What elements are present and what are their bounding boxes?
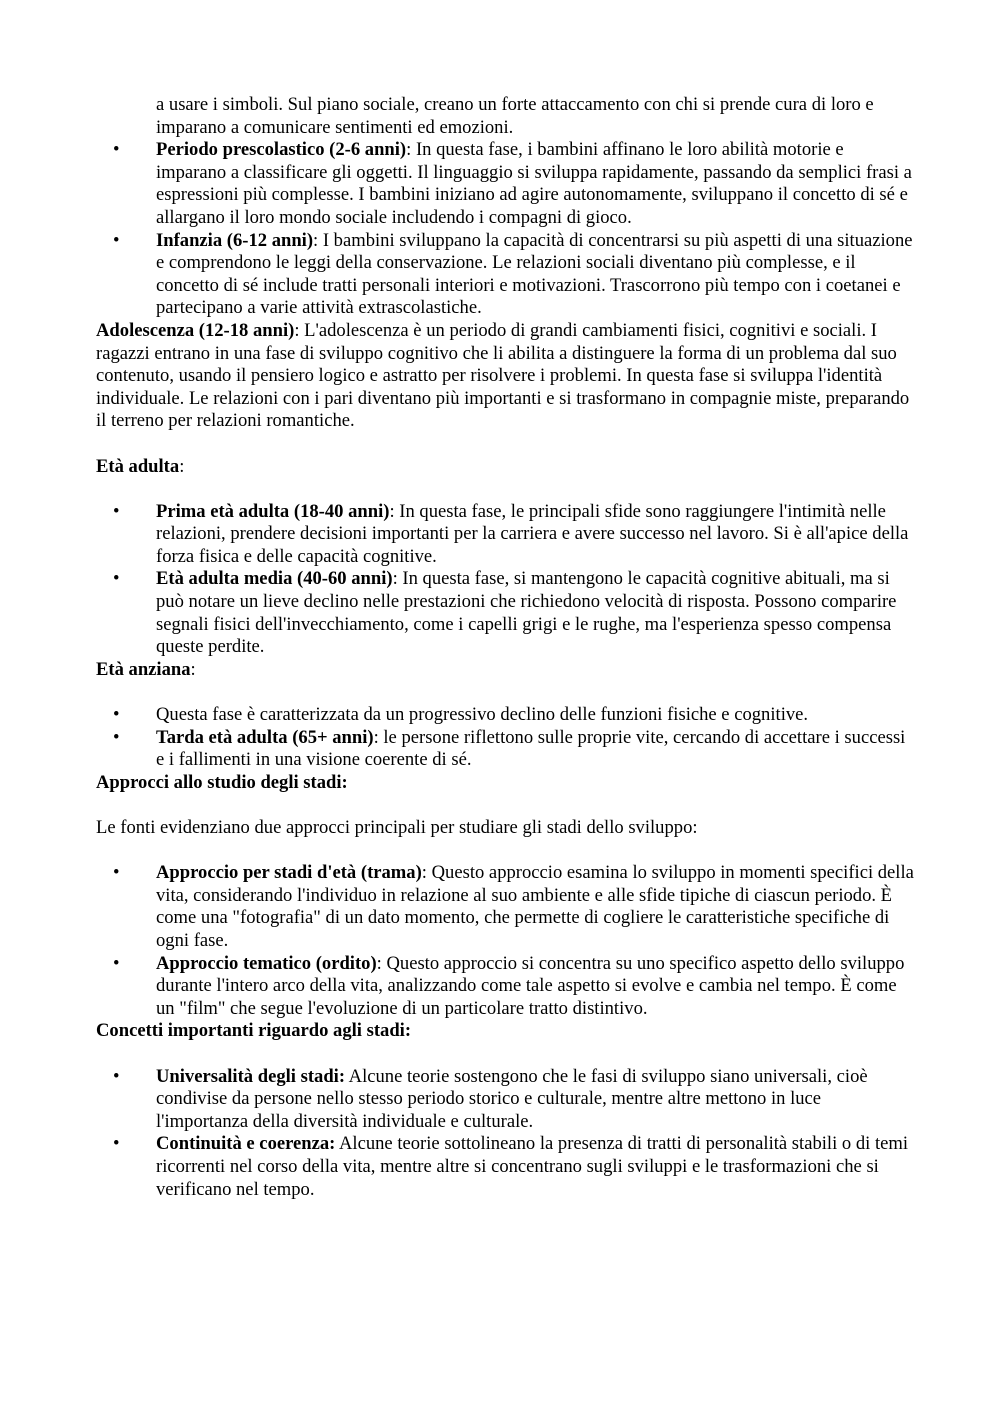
list-item [96, 953, 916, 1021]
list-item [96, 501, 916, 569]
item-text: : Questo approccio si concentra su uno specifico aspetto dello sviluppo durante l'intero arco della vita, analizzando come tale aspetto si evolve e cambia nel tempo. È come un "film" che segue l'evoluzione di un particolare tratto distintivo. [156, 952, 905, 1019]
item-text: Questa fase è caratterizzata da un progressivo declino delle funzioni fisiche e cognitive. [156, 704, 809, 726]
item-text: : In questa fase, si mantengono le capacità cognitive abituali, ma si può notare un lieve declino nelle prestazioni che richiedono velocità di risposta. Possono comparire segnali fisici dell'invecchiamento, come i capelli grigi e le rughe, ma l'esperienza spesso compensa queste perdite. [156, 568, 897, 658]
bullet-icon: • [113, 1065, 120, 1087]
bullet-icon: • [113, 568, 120, 590]
list-item [96, 862, 916, 952]
item-text: : I bambini sviluppano la capacità di concentrarsi su più aspetti di una situazione e comprendono le leggi della conservazione. Le relazioni sociali diventano più complesse, e il concetto di sé include tratti personali interiori e motivazioni. Trascorrono più tempo con i coetanei e partecipano a varie attività extrascolastiche. [156, 229, 913, 319]
bullet-icon: • [113, 500, 120, 522]
list-item [96, 139, 916, 229]
bullet-icon: • [113, 139, 120, 161]
item-term: Continuità e coerenza: [156, 1133, 336, 1155]
adolescence-term: Adolescenza (12-18 anni) [96, 319, 295, 341]
bullet-icon: • [113, 862, 120, 884]
list-item [96, 1133, 916, 1201]
item-text: Alcune teorie sostengono che le fasi di sviluppo siano universali, cioè condivise da persone nello stesso periodo storico e culturale, mentre altre mettono in luce l'importanza della diversità individuale e culturale. [156, 1065, 868, 1132]
approaches-intro: Le fonti evidenziano due approcci principali per studiare gli stadi dello sviluppo: [96, 817, 698, 838]
list-item [96, 230, 916, 320]
concepts-list [96, 1066, 916, 1202]
item-text: Alcune teorie sottolineano la presenza di tratti di personalità stabili o di temi ricorrenti nel corso della vita, mentre altre si concentrano sugli sviluppi e le trasformazioni che si verificano nel tempo. [156, 1133, 909, 1200]
adulthood-list [96, 501, 916, 659]
concepts-heading: Concetti importanti riguardo agli stadi: [96, 1020, 412, 1042]
adolescence-paragraph [96, 320, 916, 433]
list-item [96, 568, 916, 658]
list-item [96, 1066, 916, 1134]
old-age-list [96, 704, 916, 772]
item-text: : le persone riflettono sulle proprie vite, cercando di accettare i successi e i fallimenti in una visione coerente di sé. [156, 726, 906, 771]
adolescence-text: : L'adolescenza è un periodo di grandi cambiamenti fisici, cognitivi e sociali. I ragazzi entrano in una fase di sviluppo cognitivo che li abilita a distinguere la forma di un problema dal suo contenuto, usando il pensiero logico e astratto per risolvere i problemi. In questa fase si sviluppa l'identità individuale. Le relazioni con i pari diventano più importanti e si trasformano in compagnie miste, preparando il terreno per relazioni romantiche. [96, 319, 910, 432]
item-term: Approccio tematico (ordito) [156, 952, 377, 974]
childhood-list [96, 139, 916, 320]
continuation-paragraph: a usare i simboli. Sul piano sociale, creano un forte attaccamento con chi si prende cura di loro e imparano a comunicare sentimenti ed emozioni. [156, 94, 874, 138]
adulthood-heading: Età adulta: [96, 455, 185, 477]
list-item [96, 704, 916, 727]
approaches-heading: Approcci allo studio degli stadi: [96, 771, 348, 793]
item-term: Universalità degli stadi: [156, 1065, 346, 1087]
bullet-icon: • [113, 1133, 120, 1155]
bullet-icon: • [113, 952, 120, 974]
item-term: Età adulta media (40-60 anni) [156, 568, 393, 590]
old-age-heading: Età anziana: [96, 658, 196, 680]
item-text: : In questa fase, i bambini affinano le loro abilità motorie e imparano a classificare gli oggetti. Il linguaggio si sviluppa rapidamente, passando da semplici frasi a espressioni più complesse. I bambini iniziano ad agire autonomamente, sviluppano il concetto di sé e allargano il loro mondo sociale includendo i compagni di gioco. [156, 139, 912, 228]
item-term: Prima età adulta (18-40 anni) [156, 500, 390, 522]
bullet-icon: • [113, 229, 120, 251]
item-text: : Questo approccio esamina lo sviluppo in momenti specifici della vita, considerando l'individuo in relazione al suo ambiente e alle sfide tipiche di ciascun periodo. È come una "fotografia" di un dato momento, che permette di cogliere le caratteristiche specifiche di ogni fase. [156, 862, 914, 951]
bullet-icon: • [113, 704, 120, 726]
bullet-icon: • [113, 726, 120, 748]
item-term: Tarda età adulta (65+ anni) [156, 726, 374, 748]
list-item [96, 727, 916, 772]
document-page [96, 94, 916, 1201]
item-term: Infanzia (6-12 anni) [156, 229, 314, 251]
item-text: : In questa fase, le principali sfide sono raggiungere l'intimità nelle relazioni, prendere decisioni importanti per la carriera e avere successo nel lavoro. Si è all'apice della forza fisica e delle capacità cognitive. [156, 500, 909, 567]
approaches-list [96, 862, 916, 1020]
item-term: Periodo prescolastico (2-6 anni) [156, 139, 407, 161]
item-term: Approccio per stadi d'età (trama) [156, 862, 422, 884]
